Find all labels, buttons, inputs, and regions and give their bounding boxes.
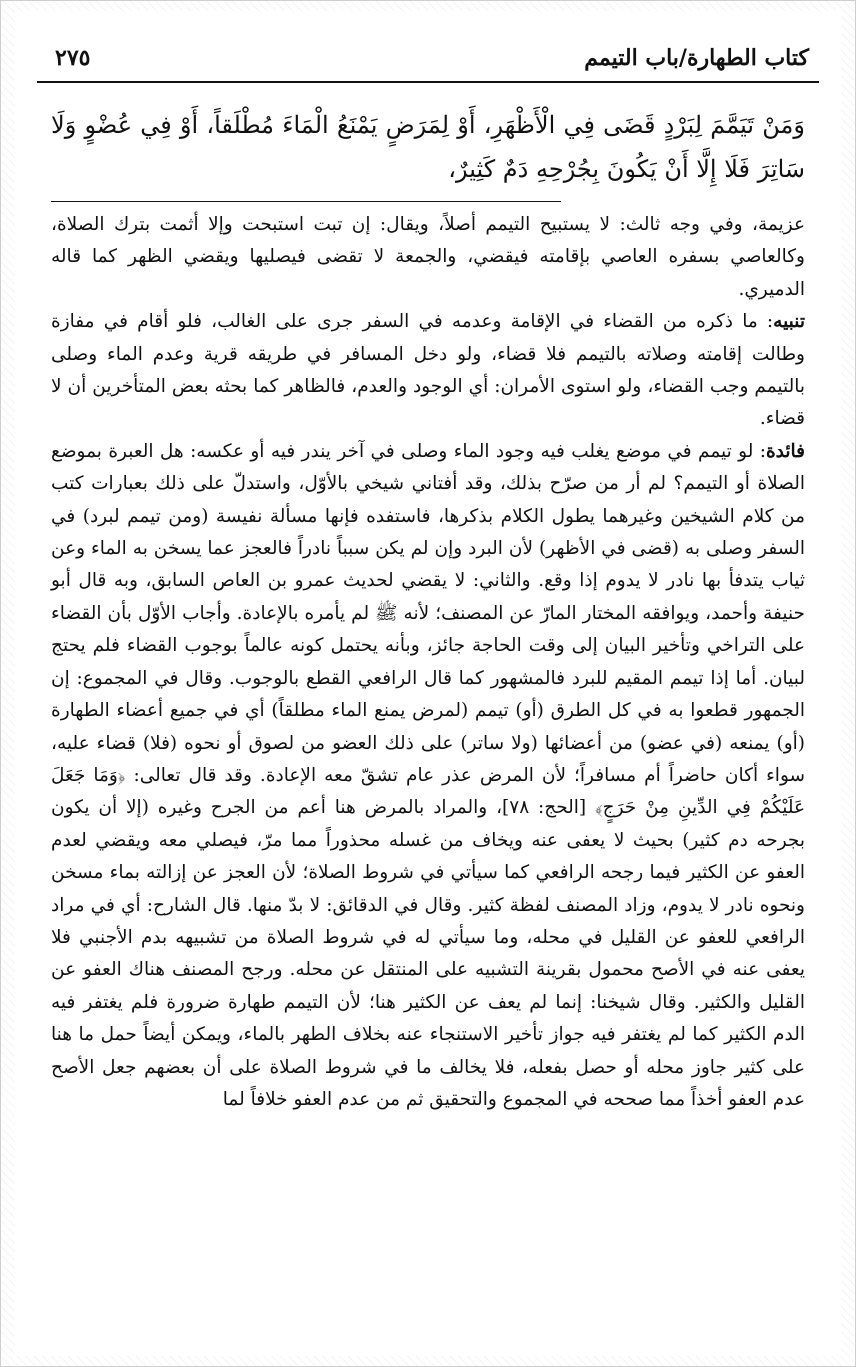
commentary-paragraph-1: عزيمة، وفي وجه ثالث: لا يستبيح التيمم أصلاً، ويقال: إن تبت استبحت وإلا أثمت بترك الصلاة، وكالعاصي بسفره العاصي بإقامته فيقضي، والجمعة لا تقضى فيصليها ويقضي الظهر كما قاله الدميري.	[51, 214, 805, 300]
commentary-paragraph-tanbih	[51, 306, 805, 436]
page-number: ٢٧٥	[55, 45, 91, 71]
commentary-paragraph-faida	[51, 436, 805, 1117]
page-header	[37, 41, 819, 83]
page-body	[15, 11, 841, 1356]
faida-label: فائدة	[765, 440, 805, 462]
matn-text: وَمَنْ تَيَمَّمَ لِبَرْدٍ قَضَى فِي الْأَظْهَرِ، أَوْ لِمَرَضٍ يَمْنَعُ الْمَاءَ مُطْلَقاً، أَوْ فِي عُضْوٍ وَلَا سَاتِرَ فَلَا إِلَّا أَنْ يَكُونَ بِجُرْحِهِ دَمٌ كَثِيرٌ،	[51, 111, 805, 183]
matn-separator-line	[51, 201, 561, 202]
tanbih-text: : ما ذكره من القضاء في الإقامة وعدمه في السفر جرى على الغالب، فلو أقام في مفازة وطالت إقامته وصلاته بالتيمم فلا قضاء، ولو دخل المسافر في طريقه قرية وعدم الماء وصلى بالتيمم وجب القضاء، ولو استوى الأمران: أي الوجود والعدم، فالظاهر كما بحثه بعض المتأخرين أن لا قضاء.	[51, 311, 806, 430]
running-title: كتاب الطهارة/باب التيمم	[584, 45, 809, 71]
tanbih-label: تنبيه	[773, 311, 805, 333]
faida-text: : لو تيمم في موضع يغلب فيه وجود الماء وصلى في آخر يندر فيه أو عكسه: هل العبرة بموضع الصلاة أو التيمم؟ لم أر من صرّح بذلك، وقد أفتاني شيخي بالأوّل، واستدلّ على ذلك بعبارات كتب من كلام الشيخين وغيرهما يطول الكلام بذكرها، فاستفده فإنها مسألة نفيسة (ومن تيمم لبرد) في السفر وصلى به (قضى في الأظهر) لأن البرد وإن لم يكن سبباً نادراً فالعجز عما يسخن به الماء وعن ثياب يتدفأ بها نادر لا يدوم إذا وقع. والثاني: لا يقضي لحديث عمرو بن العاص السابق، وبه قال أبو حنيفة وأحمد، ويوافقه المختار المارّ عن المصنف؛ لأنه ﷺ لم يأمره بالإعادة. وأجاب الأوّل بأن القضاء على التراخي وتأخير البيان إلى وقت الحاجة جائز، وبأنه يحتمل كونه عالماً بوجوب القضاء فلم يحتج لبيان. أما إذا تيمم المقيم للبرد فالمشهور كما قال الرافعي القطع بالوجوب. وقال في المجموع: إن الجمهور قطعوا به في كل الطرق (أو) تيمم (لمرض يمنع الماء مطلقاً) أي في جميع أعضاء الطهارة (أو) يمنعه (في عضو) من أعضائها (ولا ساتر) على ذلك العضو من لصوق أو نحوه (فلا) قضاء عليه، سواء أكان حاضراً أم مسافراً؛ لأن المرض عذر عام تشقّ معه الإعادة. وقد قال تعالى: ﴿وَمَا جَعَلَ عَلَيْكُمْ فِي الدِّينِ مِنْ حَرَجٍ﴾ [الحج: ٧٨]، والمراد بالمرض هنا أعم من الجرح وغيره (إلا أن يكون بجرحه دم كثير) بحيث لا يعفى عنه ويخاف من غسله محذوراً مما مرّ، فيصلي معه ويقضي لعدم العفو عن الكثير فيما رجحه الرافعي كما سيأتي في شروط الصلاة؛ لأن العجز عن إزالته بماء مسخن ونحوه نادر لا يدوم، وزاد المصنف لفظة كثير. وقال في الدقائق: لا بدّ منها. قال الشارح: أي في مراد الرافعي للعفو عن القليل في محله، وما سيأتي له في شروط الصلاة من تشبيهه بدم الأجنبي فلا يعفى عنه في الأصح محمول بقرينة التشبيه على المنتقل عن محله. ورجح المصنف هناك العفو عن القليل والكثير. وقال شيخنا: إنما لم يعف عن الكثير هنا؛ لأن التيمم طهارة ضرورة فلم يغتفر فيه الدم الكثير كما لم يغتفر فيه جواز تأخير الاستنجاء عنه بخلاف الطهر بالماء، ويمكن أيضاً حمل ما هنا على كثير جاوز محله أو حصل بفعله، فلا يخالف ما في شروط الصلاة على أن بعضهم جعل الأصح عدم العفو أخذاً مما صححه في المجموع والتحقيق ثم من عدم العفو خلافاً لما	[51, 440, 805, 1110]
commentary	[51, 209, 805, 1116]
